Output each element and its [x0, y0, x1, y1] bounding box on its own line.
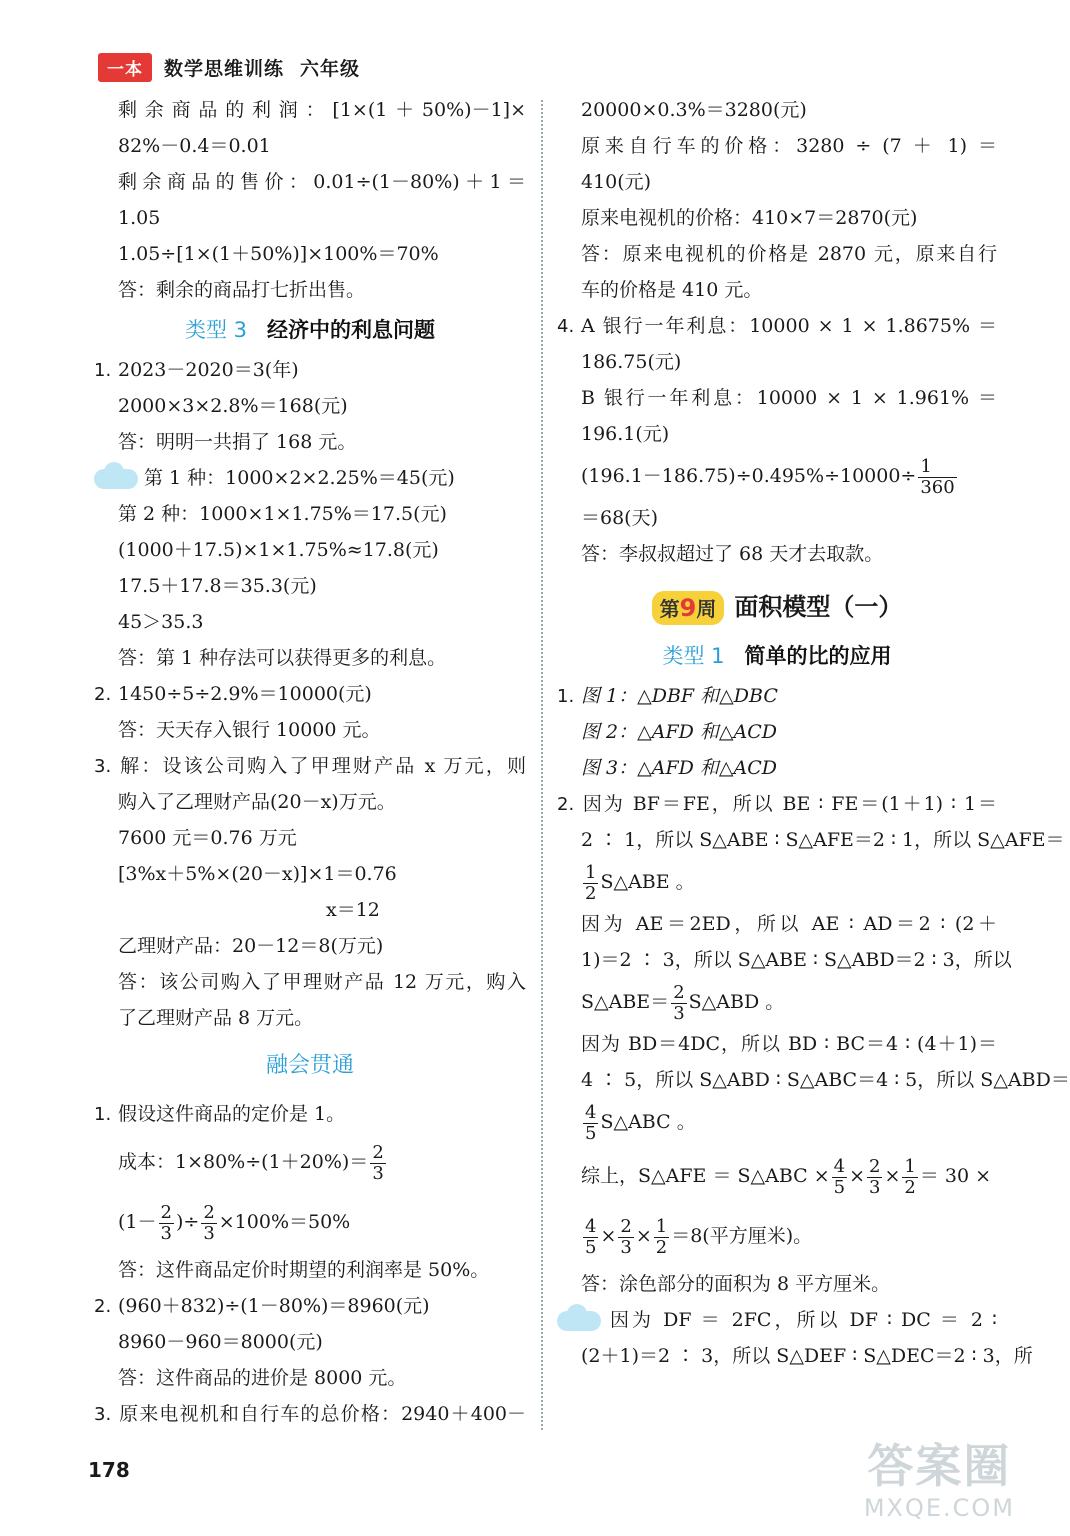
text-line: 图 2：△AFD 和△ACD	[581, 721, 778, 743]
text-line: 8960－960＝8000(元)	[118, 1331, 323, 1353]
right-column	[557, 92, 1070, 1374]
text-line: 196.1(元)	[581, 423, 670, 445]
extension-line: 第 1 种：1000×2×2.25%＝45(元)	[94, 460, 526, 496]
text-line: 剩余商品的售价：0.01÷(1－80%)＋1＝	[118, 171, 526, 193]
question-line: 1. 假设这件商品的定价是 1。	[94, 1103, 346, 1125]
text-line: 乙理财产品：20－12＝8(万元)	[118, 935, 384, 957]
question-line: 2. (960＋832)÷(1－80%)＝8960(元)	[94, 1295, 430, 1317]
formula-line: 综上，S△AFE ＝ S△ABC × $\frac{4}{5}$ × $\frac{2}{3}$ × $\frac{1}{2}$ ＝ 30 ×	[581, 1155, 992, 1198]
week-heading: 第9周 面积模型（一）	[557, 580, 997, 634]
text-line: 原来自行车的价格：3280 ÷ (7 ＋ 1) ＝	[581, 135, 997, 157]
cloud-icon	[557, 1311, 601, 1331]
answer-line: 答：天天存入银行 10000 元。	[118, 719, 381, 741]
text-line: 17.5＋17.8＝35.3(元)	[118, 575, 317, 597]
question-line: 3. 原来电视机和自行车的总价格：2940＋400－	[94, 1403, 526, 1425]
section-heading-integration: 融会贯通	[265, 1053, 354, 1078]
fraction: $\frac{1}{360}$	[920, 455, 955, 498]
answer-line: 答：原来电视机的价格是 2870 元，原来自行	[581, 243, 997, 265]
fraction: $\frac{2}{3}$	[620, 1215, 632, 1258]
question-line: 1. 2023－2020＝3(年)	[94, 359, 299, 381]
left-column	[94, 92, 526, 1432]
answer-line: 车的价格是 410 元。	[581, 279, 763, 301]
text-line: 2000×3×2.8%＝168(元)	[118, 395, 348, 417]
text-line: 第 2 种：1000×1×1.75%＝17.5(元)	[118, 503, 447, 525]
question-line: 1. 图 1：△DBF 和△DBC	[557, 685, 778, 707]
text-line: 因为 BD＝4DC，所以 BD ∶ BC＝4 ∶ (4＋1)＝	[581, 1033, 997, 1055]
formula-line: $\frac{4}{5}$ S△ABC 。	[585, 1101, 696, 1144]
question-line: 4. A 银行一年利息：10000 × 1 × 1.8675% ＝	[557, 315, 997, 337]
text-line: 82%－0.4＝0.01	[118, 135, 271, 157]
section-heading-type3: 类型 3 经济中的利息问题	[184, 318, 436, 342]
week-badge: 第9周	[652, 591, 725, 625]
extension-line: 因为 DF ＝ 2FC，所以 DF ∶ DC ＝ 2 ∶	[557, 1302, 997, 1338]
fraction: $\frac{2}{3}$	[203, 1201, 215, 1244]
formula-line: $\frac{1}{2}$ S△ABE 。	[585, 861, 695, 904]
answer-line: 答：第 1 种存法可以获得更多的利息。	[118, 647, 447, 669]
fraction: $\frac{2}{3}$	[372, 1141, 384, 1184]
text-line: 20000×0.3%＝3280(元)	[581, 99, 807, 121]
question-line: 3. 解：设该公司购入了甲理财产品 x 万元，则	[94, 755, 526, 777]
cloud-icon	[94, 469, 138, 489]
text-line: 410(元)	[581, 171, 652, 193]
answer-line: 答：明明一共捐了 168 元。	[118, 431, 357, 453]
answer-line: 答：这件商品定价时期望的利润率是 50%。	[118, 1259, 490, 1281]
text-line: (2＋1)＝2 ∶ 3，所以 S△DEF ∶ S△DEC＝2 ∶ 3，所	[581, 1345, 1033, 1367]
formula-line: S△ABE＝ $\frac{2}{3}$ S△ABD 。	[581, 981, 785, 1024]
text-line: ＝68(天)	[581, 507, 659, 529]
text-line: 186.75(元)	[581, 351, 682, 373]
book-title: 数学思维训练 六年级	[164, 57, 361, 80]
section-heading-type1: 类型 1 简单的比的应用	[662, 644, 892, 668]
answer-line: 答：剩余的商品打七折出售。	[118, 279, 366, 301]
text-line: 购入了乙理财产品(20－x)万元。	[118, 791, 396, 813]
answer-line: 答：李叔叔超过了 68 天才去取款。	[581, 543, 884, 565]
page-number: 178	[88, 1458, 130, 1482]
fraction: $\frac{4}{5}$	[833, 1155, 846, 1198]
fraction: $\frac{2}{3}$	[160, 1201, 172, 1244]
answer-line: 了乙理财产品 8 万元。	[118, 1007, 314, 1029]
text-line: 1)＝2 ∶ 3，所以 S△ABE ∶ S△ABD＝2 ∶ 3，所以	[581, 949, 1012, 971]
text-line: 2 ∶ 1，所以 S△ABE ∶ S△AFE＝2 ∶ 1，所以 S△AFE＝	[581, 829, 1065, 851]
answer-line: 答：该公司购入了甲理财产品 12 万元，购入	[118, 971, 526, 993]
text-line: [3%x＋5%×(20－x)]×1＝0.76	[118, 863, 397, 885]
text-line: (1000＋17.5)×1×1.75%≈17.8(元)	[118, 539, 439, 561]
text-line: x＝12	[326, 899, 380, 921]
fraction: $\frac{4}{5}$	[585, 1215, 597, 1258]
text-line: 1.05	[118, 207, 161, 229]
fraction: $\frac{4}{5}$	[585, 1101, 597, 1144]
fraction: $\frac{2}{3}$	[869, 1155, 881, 1198]
formula-line: (1－ $\frac{2}{3}$ )÷ $\frac{2}{3}$ ×100%＝50%	[118, 1201, 351, 1244]
text-line: 1.05÷[1×(1＋50%)]×100%＝70%	[118, 243, 439, 265]
question-line: 2. 因为 BF＝FE，所以 BE ∶ FE＝(1＋1) ∶ 1＝	[557, 793, 997, 815]
text-line: 4 ∶ 5，所以 S△ABD ∶ S△ABC＝4 ∶ 5，所以 S△ABD＝	[581, 1069, 1070, 1091]
text-line: 因为 AE＝2ED，所以 AE ∶ AD＝2 ∶ (2＋	[581, 913, 997, 935]
formula-line: $\frac{4}{5}$ × $\frac{2}{3}$ × $\frac{1}{2}$ ＝8(平方厘米)。	[585, 1215, 813, 1258]
page-header	[98, 50, 360, 84]
text-line: 45＞35.3	[118, 611, 204, 633]
text-line: 7600 元＝0.76 万元	[118, 827, 297, 849]
fraction: $\frac{1}{2}$	[655, 1215, 668, 1258]
formula-line: 成本：1×80%÷(1＋20%)＝ $\frac{2}{3}$	[118, 1141, 384, 1184]
column-divider	[541, 100, 543, 1430]
watermark: 答案圈 MXQE.COM	[863, 1439, 1015, 1522]
question-line: 2. 1450÷5÷2.9%＝10000(元)	[94, 683, 372, 705]
text-line: 原来电视机的价格：410×7＝2870(元)	[581, 207, 918, 229]
text-line: 图 3：△AFD 和△ACD	[581, 757, 778, 779]
answer-line: 答：涂色部分的面积为 8 平方厘米。	[581, 1273, 891, 1295]
text-line: 剩余商品的利润：[1×(1＋50%)－1]×	[118, 99, 526, 121]
text-line: B 银行一年利息：10000 × 1 × 1.961% ＝	[581, 387, 997, 409]
brand-logo: 一本	[98, 53, 152, 82]
fraction: $\frac{1}{2}$	[904, 1155, 916, 1198]
fraction: $\frac{1}{2}$	[585, 861, 597, 904]
answer-line: 答：这件商品的进价是 8000 元。	[118, 1367, 407, 1389]
formula-line: (196.1－186.75)÷0.495%÷10000÷ $\frac{1}{360}$	[581, 455, 955, 498]
fraction: $\frac{2}{3}$	[673, 981, 685, 1024]
